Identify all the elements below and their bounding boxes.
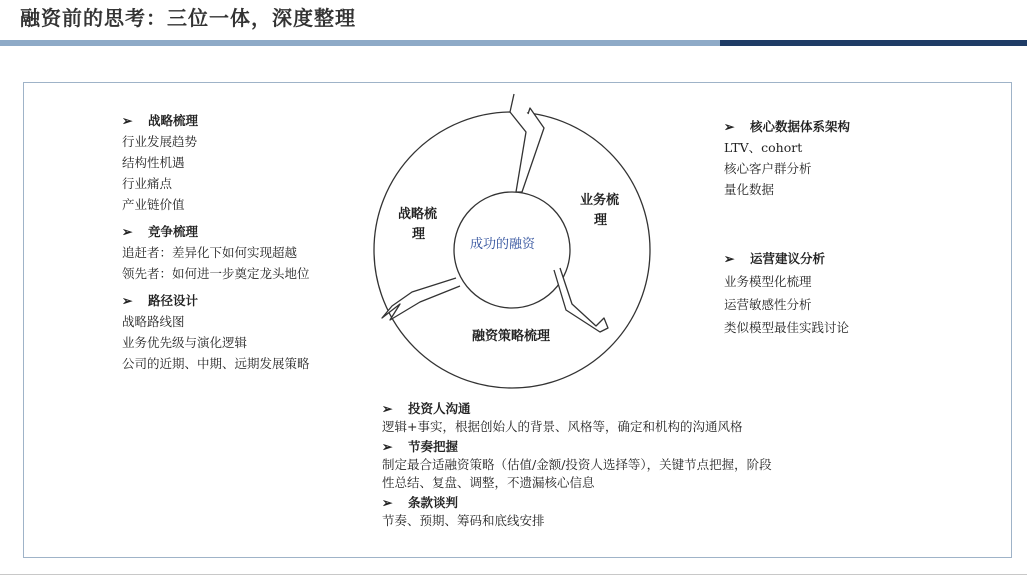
section-heading: ➢ 运营建议分析 — [724, 247, 849, 270]
section-heading: ➢ 路径设计 — [122, 290, 310, 311]
list-item: 结构性机遇 — [122, 155, 185, 170]
bullet-arrow-icon: ➢ — [382, 495, 393, 510]
section-heading: ➢ 节奏把握 — [382, 439, 459, 454]
list-item: 运营敏感性分析 — [724, 297, 812, 312]
right-column-lower — [724, 247, 849, 339]
segment-label-bottom: 融资策略梳理 — [472, 329, 551, 344]
center-label: 成功的融资 — [470, 237, 536, 252]
segment-label-left: 理 — [412, 227, 426, 242]
title-bar-light — [0, 40, 720, 46]
bullet-arrow-icon: ➢ — [382, 401, 393, 416]
list-item: 行业痛点 — [122, 176, 173, 191]
title-bar-dark — [720, 40, 1027, 46]
list-item: 节奏、预期、筹码和底线安排 — [382, 513, 545, 528]
list-item: 业务模型化梳理 — [724, 274, 812, 289]
list-item: 公司的近期、中期、远期发展策略 — [122, 356, 310, 371]
section-heading: ➢ 投资人沟通 — [382, 401, 471, 416]
bullet-arrow-icon: ➢ — [382, 439, 393, 454]
left-column — [122, 110, 310, 374]
bullet-arrow-icon: ➢ — [122, 293, 133, 308]
list-item: 行业发展趋势 — [122, 134, 198, 149]
list-item: LTV、cohort — [724, 140, 803, 155]
bullet-arrow-icon: ➢ — [122, 113, 133, 128]
divider-arrow-top — [510, 94, 544, 192]
bullet-arrow-icon: ➢ — [724, 251, 735, 266]
footer-divider — [0, 574, 1027, 575]
bottom-column — [382, 398, 782, 530]
list-item: 领先者：如何进一步奠定龙头地位 — [122, 266, 310, 281]
section-heading: ➢ 战略梳理 — [122, 110, 310, 131]
cycle-diagram — [360, 92, 660, 392]
list-item: 产业链价值 — [122, 197, 185, 212]
segment-label-right: 业务梳 — [580, 193, 620, 208]
section-heading: ➢ 条款谈判 — [382, 495, 459, 510]
list-item: 量化数据 — [724, 182, 775, 197]
bullet-arrow-icon: ➢ — [122, 224, 133, 239]
list-item: 追赶者：差异化下如何实现超越 — [122, 245, 298, 260]
divider-arrow-left — [382, 278, 460, 320]
list-item: 业务优先级与演化逻辑 — [122, 335, 248, 350]
section-heading: ➢ 竞争梳理 — [122, 221, 310, 242]
bullet-arrow-icon: ➢ — [724, 119, 735, 134]
list-item: 类似模型最佳实践讨论 — [724, 320, 850, 335]
section-heading: ➢ 核心数据体系架构 — [724, 116, 850, 137]
right-column — [724, 116, 850, 200]
page-title: 融资前的思考：三位一体，深度整理 — [20, 6, 356, 30]
list-item: 逻辑+事实，根据创始人的背景、风格等，确定和机构的沟通风格 — [382, 419, 743, 434]
segment-label-left: 战略梳 — [398, 207, 438, 222]
list-item: 制定最合适融资策略（估值/金额/投资人选择等），关键节点把握，阶段性总结、复盘、调整，不遗漏核心信息 — [382, 457, 772, 490]
segment-label-right: 理 — [594, 213, 608, 228]
list-item: 核心客户群分析 — [724, 161, 812, 176]
divider-arrow-right — [554, 268, 608, 332]
list-item: 战略路线图 — [122, 314, 185, 329]
